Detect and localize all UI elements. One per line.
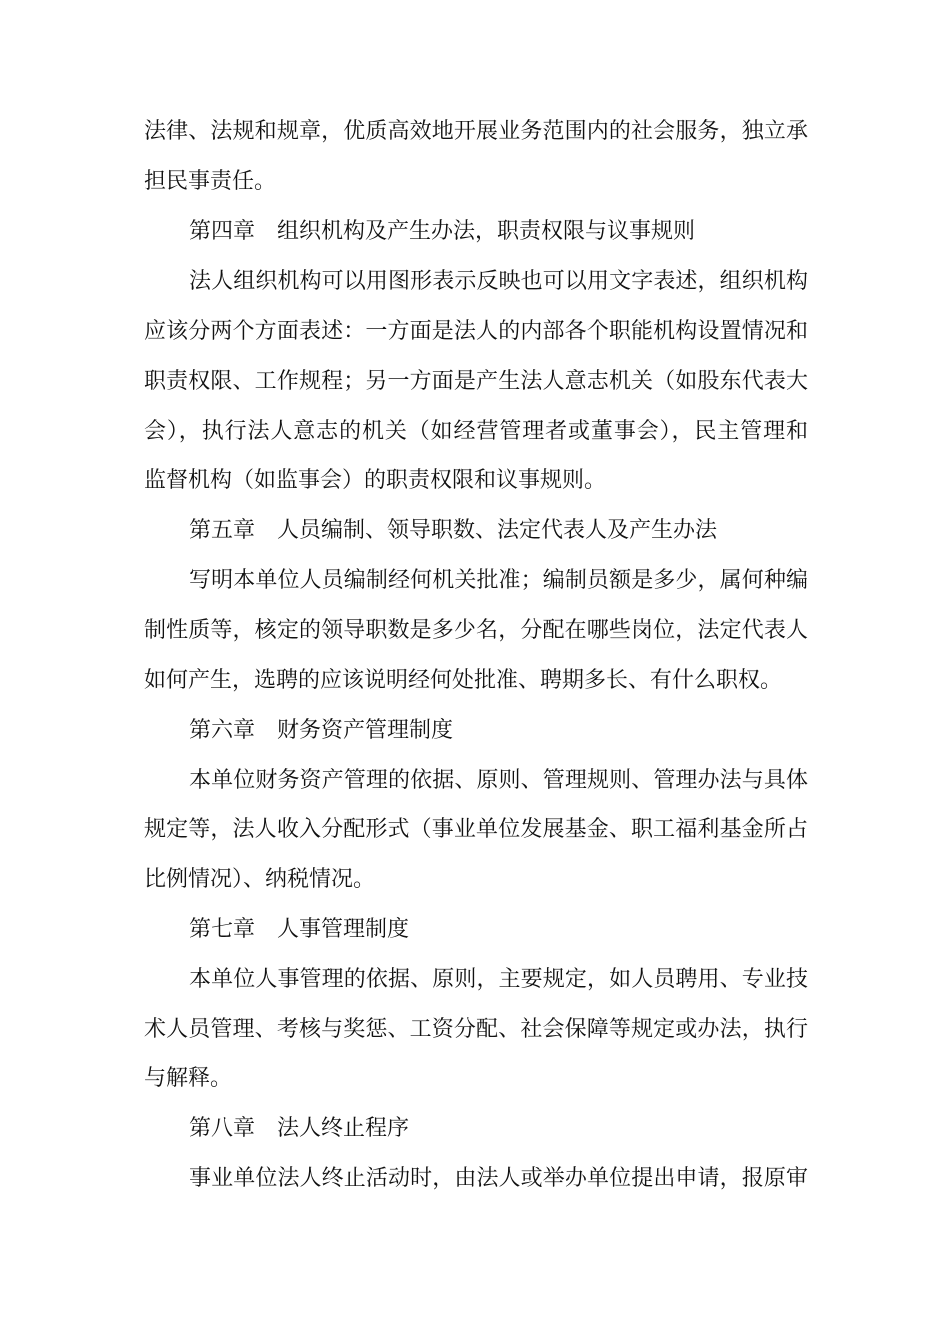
paragraph-line: 与解释。 (144, 1066, 233, 1091)
paragraph-line: 如何产生，选聘的应该说明经何处批准、聘期多长、有什么职权。 (144, 668, 783, 693)
paragraph-line: 事业单位法人终止活动时，由法人或举办单位提出申请，报原审 (189, 1166, 808, 1191)
paragraph-line: 监督机构（如监事会）的职责权限和议事规则。 (144, 468, 607, 493)
paragraph-line: 会），执行法人意志的机关（如经营管理者或董事会），民主管理和 (144, 419, 808, 444)
paragraph-line: 本单位人事管理的依据、原则，主要规定，如人员聘用、专业技 (189, 967, 808, 992)
paragraph-line: 术人员管理、考核与奖惩、工资分配、社会保障等规定或办法，执行 (144, 1017, 808, 1042)
paragraph-line: 法人组织机构可以用图形表示反映也可以用文字表述，组织机构 (189, 269, 808, 294)
paragraph-line: 本单位财务资产管理的依据、原则、管理规则、管理办法与具体 (189, 768, 808, 793)
paragraph-line: 职责权限、工作规程；另一方面是产生法人意志机关（如股东代表大 (144, 369, 808, 394)
chapter-heading: 第八章 法人终止程序 (189, 1116, 410, 1141)
chapter-heading: 第七章 人事管理制度 (189, 917, 410, 942)
chapter-heading: 第四章 组织机构及产生办法，职责权限与议事规则 (189, 219, 696, 244)
paragraph-line: 法律、法规和规章，优质高效地开展业务范围内的社会服务，独立承 (144, 119, 808, 144)
paragraph-line: 规定等，法人收入分配形式（事业单位发展基金、职工福利基金所占 (144, 817, 808, 842)
paragraph-line: 写明本单位人员编制经何机关批准；编制员额是多少，属何种编 (189, 568, 808, 593)
chapter-heading: 第五章 人员编制、领导职数、法定代表人及产生办法 (189, 518, 718, 543)
chapter-heading: 第六章 财务资产管理制度 (189, 718, 454, 743)
paragraph-line: 担民事责任。 (144, 169, 277, 194)
paragraph-line: 应该分两个方面表述：一方面是法人的内部各个职能机构设置情况和 (144, 319, 808, 344)
paragraph-line: 制性质等，核定的领导职数是多少名，分配在哪些岗位，法定代表人 (144, 618, 808, 643)
paragraph-line: 比例情况）、纳税情况。 (144, 867, 376, 892)
